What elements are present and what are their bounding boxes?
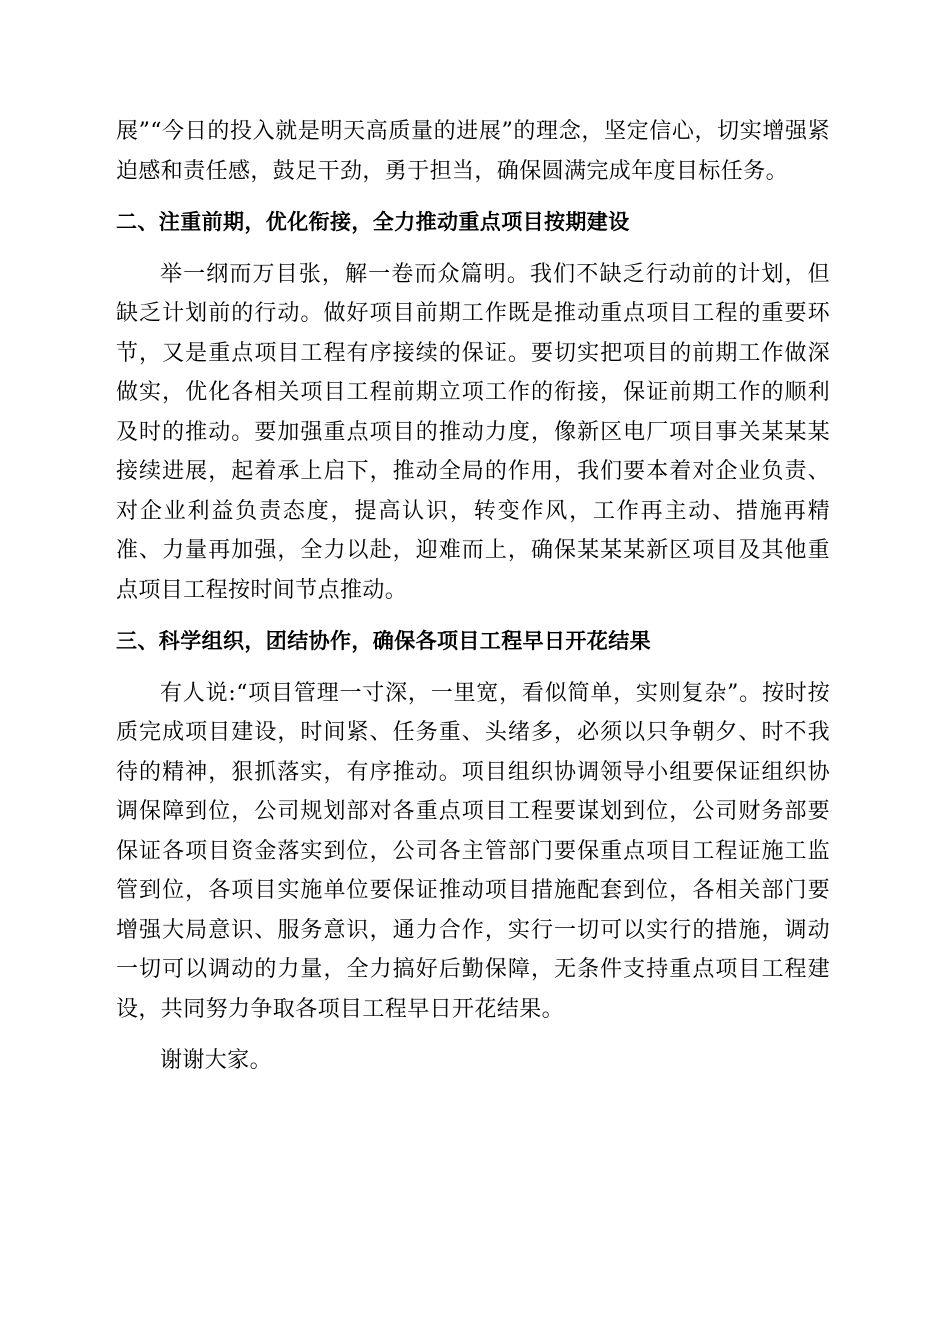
paragraph-continued: 展”“今日的投入就是明天高质量的进展”的理念，坚定信心，切实增强紧迫感和责任感，鼓足干劲，勇于担当，确保圆满完成年度目标任务。 (116, 119, 830, 184)
section-body-2: 举一纲而万目张，解一卷而众篇明。我们不缺乏行动前的计划，但缺乏计划前的行动。做好项目前期工作既是推动重点项目工程的重要环节，又是重点项目工程有序接续的保证。要切实把项目的前期工作做深做实，优化各相关项目工程前期立项工作的衔接，保证前期工作的顺利及时的推动。要加强重点项目的推动力度，像新区电厂项目事关某某某接续进展，起着承上启下，推动全局的作用，我们要本着对企业负责、对企业利益负责态度，提高认识，转变作风，工作再主动、措施再精准、力量再加强，全力以赴，迎难而上，确保某某某新区项目及其他重点项目工程按时间节点推动。 (116, 261, 830, 603)
section-heading-2: 二、注重前期，优化衔接，全力推动重点项目按期建设 (116, 210, 630, 234)
closing-remark: 谢谢大家。 (160, 1048, 273, 1073)
document-page (116, 112, 830, 1081)
section-body-3: 有人说:“项目管理一寸深，一里宽，看似简单，实则复杂”。按时按质完成项目建设，时间紧、任务重、头绪多，必须以只争朝夕、时不我待的精神，狠抓落实，有序推动。项目组织协调领导小组要保证组织协调保障到位，公司规划部对各重点项目工程要谋划到位，公司财务部要保证各项目资金落实到位，公司各主管部门要保重点项目工程证施工监管到位，各项目实施单位要保证推动项目措施配套到位，各相关部门要增强大局意识、服务意识，通力合作，实行一切可以实行的措施，调动一切可以调动的力量，全力搞好后勤保障，无条件支持重点项目工程建设，共同努力争取各项目工程早日开花结果。 (116, 680, 830, 1022)
section-heading-3: 三、科学组织，团结协作，确保各项目工程早日开花结果 (116, 629, 651, 653)
